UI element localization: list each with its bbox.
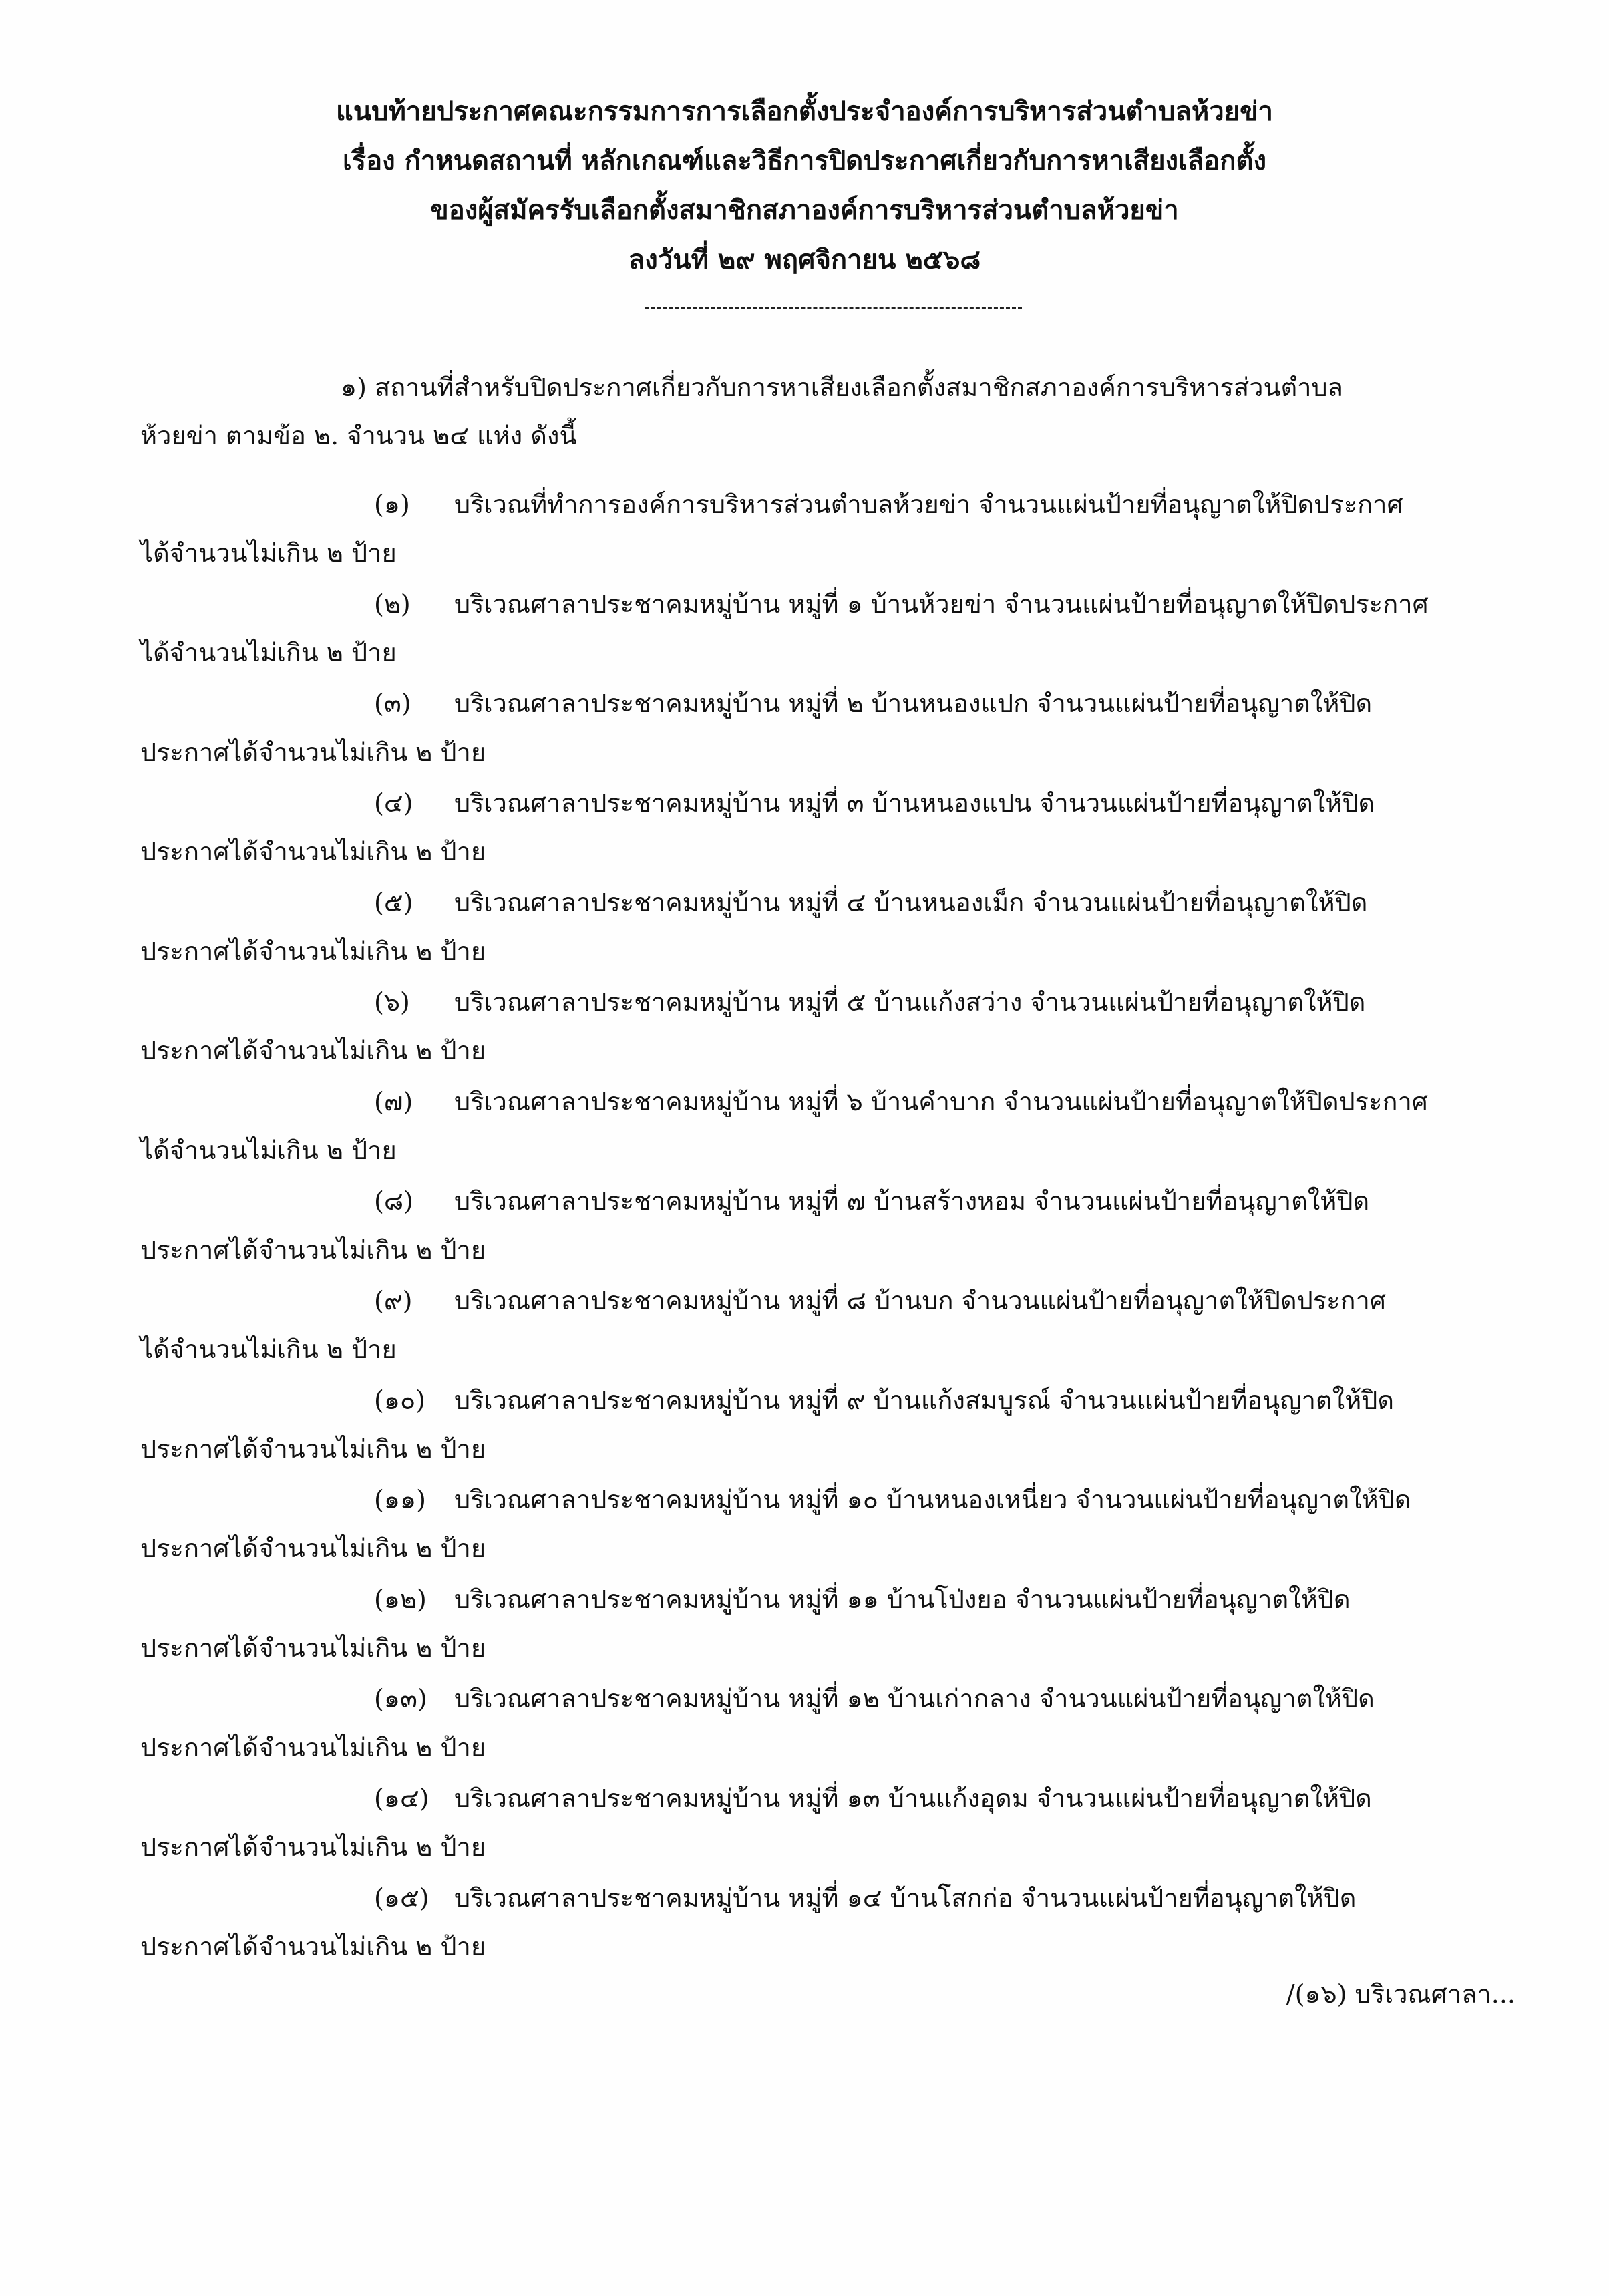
- list-item-text: บริเวณศาลาประชาคมหมู่บ้าน หมู่ที่ ๓ บ้านหนองแปน จำนวนแผ่นป้ายที่อนุญาตให้ปิด: [454, 788, 1375, 818]
- list-item-text: บริเวณศาลาประชาคมหมู่บ้าน หมู่ที่ ๘ บ้านบก จำนวนแผ่นป้ายที่อนุญาตให้ปิดประกาศ: [454, 1286, 1387, 1315]
- list-item-continuation: ประกาศได้จำนวนไม่เกิน ๒ ป้าย: [140, 1235, 486, 1265]
- document-header: [0, 87, 1609, 285]
- list-item: [374, 783, 1513, 823]
- list-item-continuation: ประกาศได้จำนวนไม่เกิน ๒ ป้าย: [140, 937, 486, 966]
- list-item-continuation: ประกาศได้จำนวนไม่เกิน ๒ ป้าย: [140, 1036, 486, 1065]
- list-item-number: (๔): [374, 788, 413, 818]
- list-item: [374, 982, 1513, 1022]
- list-item: [374, 1878, 1513, 1918]
- list-item-number: (๕): [374, 888, 413, 917]
- list-item-continuation: ได้จำนวนไม่เกิน ๒ ป้าย: [140, 1136, 397, 1165]
- list-item-continuation: ประกาศได้จำนวนไม่เกิน ๒ ป้าย: [140, 1832, 486, 1862]
- list-item-text: บริเวณศาลาประชาคมหมู่บ้าน หมู่ที่ ๑๒ บ้านเก่ากลาง จำนวนแผ่นป้ายที่อนุญาตให้ปิด: [454, 1684, 1375, 1713]
- continuation-marker: /(๑๖) บริเวณศาลา...: [1286, 1979, 1515, 2009]
- list-item: [374, 584, 1513, 624]
- header-line-2: เรื่อง กำหนดสถานที่ หลักเกณฑ์และวิธีการปิดประกาศเกี่ยวกับการหาเสียงเลือกตั้ง: [342, 145, 1267, 176]
- list-item-text: บริเวณศาลาประชาคมหมู่บ้าน หมู่ที่ ๑๐ บ้านหนองเหนี่ยว จำนวนแผ่นป้ายที่อนุญาตให้ปิด: [454, 1485, 1411, 1514]
- list-item-text: บริเวณศาลาประชาคมหมู่บ้าน หมู่ที่ ๕ บ้านแก้งสว่าง จำนวนแผ่นป้ายที่อนุญาตให้ปิด: [454, 987, 1366, 1017]
- list-item-text: บริเวณศาลาประชาคมหมู่บ้าน หมู่ที่ ๑ บ้านห้วยข่า จำนวนแผ่นป้ายที่อนุญาตให้ปิดประกาศ: [454, 589, 1429, 619]
- list-item: [374, 1082, 1513, 1122]
- list-item-number: (๒): [374, 589, 411, 619]
- list-item: [374, 484, 1513, 524]
- list-item: [374, 1480, 1513, 1520]
- list-item-number: (๑๐): [374, 1385, 425, 1415]
- header-divider: [645, 307, 1022, 311]
- list-item-continuation: ประกาศได้จำนวนไม่เกิน ๒ ป้าย: [140, 1733, 486, 1762]
- list-item-number: (๓): [374, 689, 411, 718]
- intro-line-1: ๑) สถานที่สำหรับปิดประกาศเกี่ยวกับการหาเสียงเลือกตั้งสมาชิกสภาองค์การบริหารส่วนตำบล: [341, 373, 1343, 402]
- intro-line-2: ห้วยข่า ตามข้อ ๒. จำนวน ๒๔ แห่ง ดังนี้: [140, 421, 577, 450]
- list-item-number: (๖): [374, 987, 410, 1017]
- list-item-continuation: ได้จำนวนไม่เกิน ๒ ป้าย: [140, 638, 397, 667]
- list-item-text: บริเวณศาลาประชาคมหมู่บ้าน หมู่ที่ ๔ บ้านหนองเม็ก จำนวนแผ่นป้ายที่อนุญาตให้ปิด: [454, 888, 1368, 917]
- list-item-number: (๑๑): [374, 1485, 426, 1514]
- list-item-number: (๑๔): [374, 1784, 429, 1813]
- list-item: [374, 1281, 1513, 1321]
- list-item-text: บริเวณศาลาประชาคมหมู่บ้าน หมู่ที่ ๗ บ้านสร้างหอม จำนวนแผ่นป้ายที่อนุญาตให้ปิด: [454, 1186, 1370, 1216]
- list-item-continuation: ประกาศได้จำนวนไม่เกิน ๒ ป้าย: [140, 1534, 486, 1563]
- header-line-1: แนบท้ายประกาศคณะกรรมการการเลือกตั้งประจำองค์การบริหารส่วนตำบลห้วยข่า: [336, 96, 1273, 127]
- list-item-number: (๙): [374, 1286, 413, 1315]
- list-item: [374, 1778, 1513, 1818]
- list-item: [374, 882, 1513, 923]
- list-item: [374, 1181, 1513, 1221]
- list-item-continuation: ประกาศได้จำนวนไม่เกิน ๒ ป้าย: [140, 837, 486, 866]
- list-item-continuation: ได้จำนวนไม่เกิน ๒ ป้าย: [140, 1335, 397, 1364]
- list-item-text: บริเวณที่ทำการองค์การบริหารส่วนตำบลห้วยข่า จำนวนแผ่นป้ายที่อนุญาตให้ปิดประกาศ: [454, 490, 1403, 519]
- list-item-number: (๑๕): [374, 1883, 429, 1913]
- list-item-text: บริเวณศาลาประชาคมหมู่บ้าน หมู่ที่ ๑๑ บ้านโป่งยอ จำนวนแผ่นป้ายที่อนุญาตให้ปิด: [454, 1585, 1351, 1614]
- list-item-number: (๗): [374, 1087, 413, 1116]
- list-item-continuation: ได้จำนวนไม่เกิน ๒ ป้าย: [140, 538, 397, 568]
- list-item-text: บริเวณศาลาประชาคมหมู่บ้าน หมู่ที่ ๑๓ บ้านแก้งอุดม จำนวนแผ่นป้ายที่อนุญาตให้ปิด: [454, 1784, 1372, 1813]
- list-item-continuation: ประกาศได้จำนวนไม่เกิน ๒ ป้าย: [140, 1932, 486, 1961]
- list-item-text: บริเวณศาลาประชาคมหมู่บ้าน หมู่ที่ ๖ บ้านคำบาก จำนวนแผ่นป้ายที่อนุญาตให้ปิดประกาศ: [454, 1087, 1428, 1116]
- list-item: [374, 1679, 1513, 1719]
- list-item-text: บริเวณศาลาประชาคมหมู่บ้าน หมู่ที่ ๑๔ บ้านโสกก่อ จำนวนแผ่นป้ายที่อนุญาตให้ปิด: [454, 1883, 1357, 1913]
- list-item: [374, 1380, 1513, 1420]
- list-item: [374, 683, 1513, 723]
- list-item-number: (๑): [374, 490, 410, 519]
- header-line-3: ของผู้สมัครรับเลือกตั้งสมาชิกสภาองค์การบริหารส่วนตำบลห้วยข่า: [430, 194, 1179, 226]
- list-item: [374, 1579, 1513, 1619]
- list-item-number: (๘): [374, 1186, 413, 1216]
- list-item-text: บริเวณศาลาประชาคมหมู่บ้าน หมู่ที่ ๒ บ้านหนองแปก จำนวนแผ่นป้ายที่อนุญาตให้ปิด: [454, 689, 1373, 718]
- list-item-continuation: ประกาศได้จำนวนไม่เกิน ๒ ป้าย: [140, 737, 486, 767]
- header-date-line: ลงวันที่ ๒๙ พฤศจิกายน ๒๕๖๘: [628, 244, 981, 275]
- list-item-continuation: ประกาศได้จำนวนไม่เกิน ๒ ป้าย: [140, 1434, 486, 1464]
- list-item-continuation: ประกาศได้จำนวนไม่เกิน ๒ ป้าย: [140, 1633, 486, 1663]
- list-item-number: (๑๓): [374, 1684, 427, 1713]
- list-item-text: บริเวณศาลาประชาคมหมู่บ้าน หมู่ที่ ๙ บ้านแก้งสมบูรณ์ จำนวนแผ่นป้ายที่อนุญาตให้ปิด: [454, 1385, 1395, 1415]
- list-item-number: (๑๒): [374, 1585, 427, 1614]
